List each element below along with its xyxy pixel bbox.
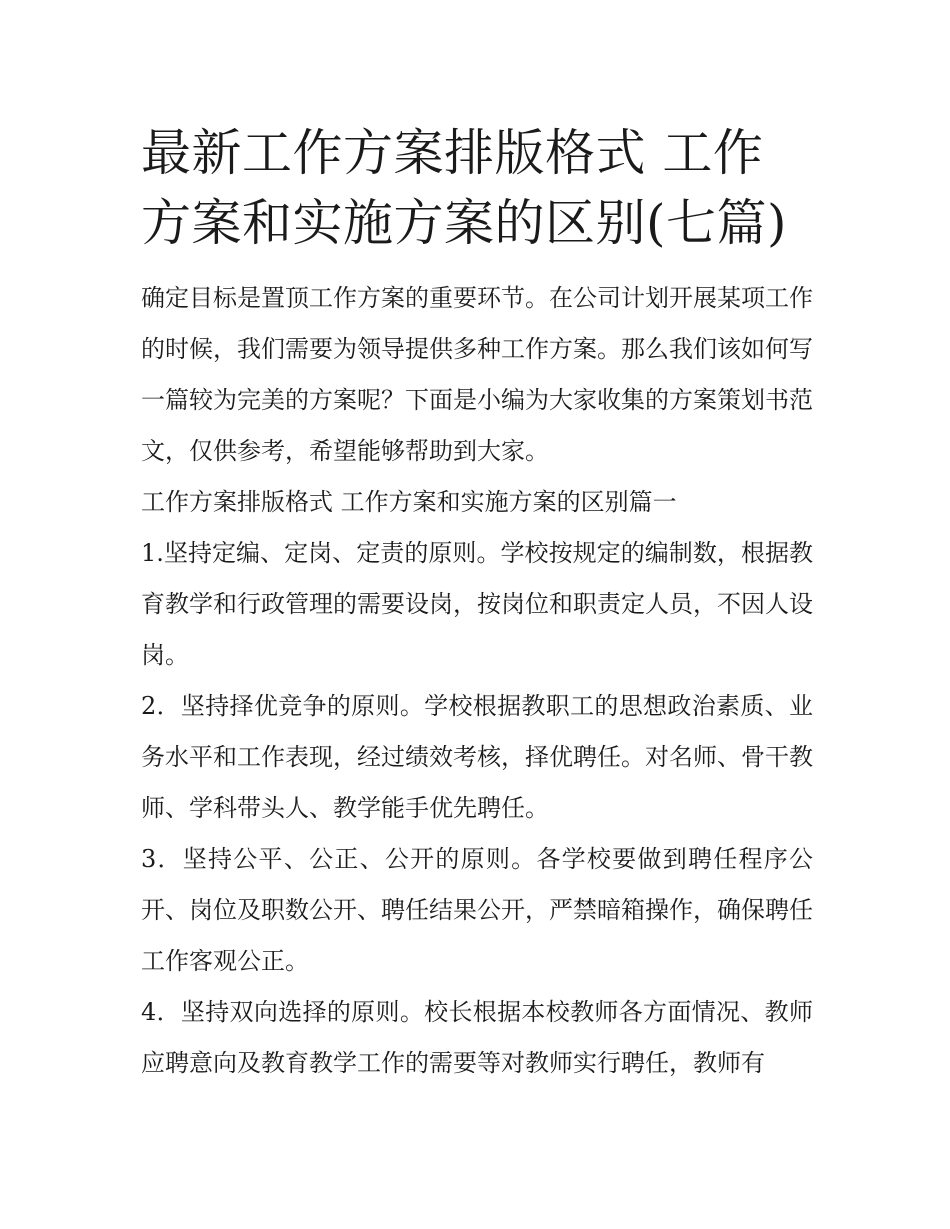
document-body xyxy=(141,118,813,1089)
principle-item-1: 1.坚持定编、定岗、定责的原则。学校按规定的编制数，根据教育教学和行政管理的需要设岗，按岗位和职责定人员，不因人设岗。 xyxy=(141,539,813,669)
principle-item-3: 3．坚持公平、公正、公开的原则。各学校要做到聘任程序公开、岗位及职数公开、聘任结果公开，严禁暗箱操作，确保聘任工作客观公正。 xyxy=(141,845,813,975)
principle-item-4: 4．坚持双向选择的原则。校长根据本校教师各方面情况、教师应聘意向及教育教学工作的需要等对教师实行聘任，教师有 xyxy=(141,998,813,1077)
principle-item-2: 2．坚持择优竞争的原则。学校根据教职工的思想政治素质、业务水平和工作表现，经过绩效考核，择优聘任。对名师、骨干教师、学科带头人、教学能手优先聘任。 xyxy=(141,692,813,822)
section-heading: 工作方案排版格式 工作方案和实施方案的区别篇一 xyxy=(141,488,677,516)
intro-paragraph: 确定目标是置顶工作方案的重要环节。在公司计划开展某项工作的时候，我们需要为领导提供多种工作方案。那么我们该如何写一篇较为完美的方案呢？下面是小编为大家收集的方案策划书范文，仅供参考，希望能够帮助到大家。 xyxy=(141,284,813,465)
document-title: 最新工作方案排版格式 工作方案和实施方案的区别(七篇) xyxy=(141,124,788,252)
